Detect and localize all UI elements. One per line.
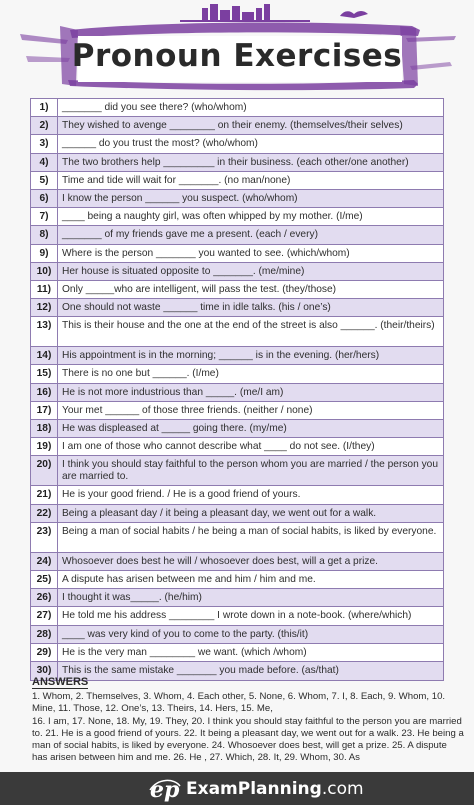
exercise-row — [31, 486, 443, 504]
exercise-question: His appointment is in the morning; ______ is in the evening. (her/hers) — [62, 350, 380, 362]
exercise-question: He was displeased at _____ going there. (my/me) — [62, 423, 287, 434]
title-banner — [0, 0, 474, 94]
exercise-number: 1) — [31, 99, 58, 116]
exercise-number: 10) — [31, 263, 58, 280]
exercise-row — [31, 456, 443, 486]
exercise-number: 24) — [31, 553, 58, 570]
exercise-row — [31, 190, 443, 208]
exercise-row — [31, 523, 443, 553]
exercise-question: A dispute has arisen between me and him / him and me. — [62, 573, 316, 585]
exercise-number: 25) — [31, 571, 58, 588]
answers-line: to. 21. He is a good friend of yours. 22. It being a pleasant day, we went out for a walk. 23. He being a — [32, 727, 464, 739]
exercise-question: Time and tide will wait for _______. (no man/none) — [62, 174, 291, 186]
exercise-row — [31, 245, 443, 263]
answers-line: man of social habits, is liked by everyone. 24. Whosoever does best, will get a prize. 25. A dispute — [32, 740, 447, 752]
exercise-row — [31, 607, 443, 625]
exercise-question: I am one of those who cannot describe what ____ do not see. (I/they) — [62, 441, 375, 453]
exercise-number: 19) — [31, 438, 58, 455]
answers-line: has arisen between him and me. 26. He , 27. Which, 28. It, 29. Whom, 30. As — [32, 752, 360, 764]
answers-line: Mine, 11. Those, 12. One’s, 13. Theirs, 14. Hers, 15. Me, — [32, 703, 273, 715]
exercise-row — [31, 553, 443, 571]
exercise-number: 4) — [31, 154, 58, 171]
exercise-question: Her house is situated opposite to _______. (me/mine) — [62, 265, 305, 277]
exercise-table — [30, 98, 444, 681]
exercise-number: 22) — [31, 505, 58, 522]
exercise-question: Whosoever does best he will / whosoever does best, will a get a prize. — [62, 555, 378, 567]
exercise-question: ____ was very kind of you to come to the party. (this/it) — [62, 628, 309, 640]
brand-suffix: .com — [321, 779, 364, 799]
exercise-row — [31, 299, 443, 317]
answers-text — [32, 691, 464, 764]
exercise-row — [31, 402, 443, 420]
exercise-question: This is the same mistake _______ you made before. (as/that) — [62, 664, 339, 676]
exercise-question: Only _____who are intelligent, will pass the test. (they/those) — [62, 283, 337, 295]
exercise-number: 29) — [31, 644, 58, 661]
exercise-row — [31, 263, 443, 281]
exercise-row — [31, 154, 443, 172]
exercise-number: 21) — [31, 486, 58, 503]
exercise-number: 17) — [31, 402, 58, 419]
exercise-number: 18) — [31, 420, 58, 437]
exercise-number: 30) — [31, 662, 58, 680]
exercise-row — [31, 384, 443, 402]
exercise-number: 28) — [31, 626, 58, 643]
exercise-number: 13) — [31, 317, 58, 346]
answers-line: 1. Whom, 2. Themselves, 3. Whom, 4. Each other, 5. None, 6. Whom, 7. I, 8. Each, 9. Whom, 10. — [32, 691, 446, 703]
exercise-row — [31, 626, 443, 644]
exercise-question: Being a man of social habits / he being a man of social habits, is liked by everyone. — [62, 525, 437, 537]
exercise-row — [31, 317, 443, 347]
exercise-question: _______ did you see there? (who/whom) — [62, 102, 247, 113]
exercise-row — [31, 99, 443, 117]
exercise-row — [31, 571, 443, 589]
exercise-question: Where is the person _______ you wanted to see. (which/whom) — [62, 247, 350, 259]
exercise-question: There is no one but ______. (I/me) — [62, 368, 219, 380]
exercise-question: Your met ______ of those three friends. (neither / none) — [62, 404, 313, 416]
exercise-row — [31, 172, 443, 190]
exercise-question: _______ of my friends gave me a present. (each / every) — [62, 229, 318, 241]
exercise-question: I know the person ______ you suspect. (who/whom) — [62, 192, 298, 204]
exercise-row — [31, 226, 443, 244]
exercise-question: This is their house and the one at the end of the street is also ______. (their/theirs) — [62, 320, 435, 332]
exercise-number: 7) — [31, 208, 58, 225]
exercise-number: 2) — [31, 117, 58, 134]
answers-heading: ANSWERS — [32, 676, 89, 688]
exercise-row — [31, 135, 443, 153]
exercise-question: They wished to avenge ________ on their enemy. (themselves/their selves) — [62, 120, 403, 132]
exercise-question: He is the very man ________ we want. (which /whom) — [62, 646, 307, 658]
exercise-number: 8) — [31, 226, 58, 243]
exercise-row — [31, 208, 443, 226]
exercise-number: 26) — [31, 589, 58, 606]
exercise-number: 14) — [31, 347, 58, 364]
exercise-question: He is not more industrious than _____. (me/I am) — [62, 386, 284, 398]
exercise-number: 6) — [31, 190, 58, 207]
exercise-row — [31, 347, 443, 365]
exercise-question: He is your good friend. / He is a good friend of yours. — [62, 489, 301, 501]
exercise-question: ______ do you trust the most? (who/whom) — [62, 138, 258, 150]
exercise-row — [31, 365, 443, 383]
exercise-question: I thought it was_____. (he/him) — [62, 592, 202, 604]
exercise-row — [31, 117, 443, 135]
brand-name: ExamPlanning — [186, 779, 322, 799]
answers-section — [32, 676, 464, 764]
exercise-row — [31, 420, 443, 438]
page-title: Pronoun Exercises — [71, 38, 403, 74]
answers-line: 16. I am, 17. None, 18. My, 19. They, 20. I think you should stay faithful to the person you are married — [32, 715, 462, 727]
exercise-question: ____ being a naughty girl, was often whipped by my mother. (I/me) — [62, 211, 363, 223]
exercise-number: 11) — [31, 281, 58, 298]
exercise-number: 20) — [31, 456, 58, 485]
exercise-number: 23) — [31, 523, 58, 552]
exercise-number: 12) — [31, 299, 58, 316]
footer-bar — [0, 772, 474, 805]
examplanning-logo[interactable] — [148, 775, 364, 803]
exercise-row — [31, 589, 443, 607]
exercise-number: 15) — [31, 365, 58, 382]
exercise-row — [31, 644, 443, 662]
exercise-question: Being a pleasant day / it being a pleasant day, we went out for a walk. — [62, 507, 377, 519]
exercise-row — [31, 281, 443, 299]
ep-logo-icon — [148, 776, 182, 802]
exercise-number: 9) — [31, 245, 58, 262]
exercise-number: 5) — [31, 172, 58, 189]
exercise-number: 27) — [31, 607, 58, 624]
exercise-question: The two brothers help _________ in their business. (each other/one another) — [62, 156, 409, 168]
exercise-row — [31, 505, 443, 523]
exercise-question: He told me his address ________ I wrote down in a note-book. (where/which) — [62, 610, 412, 622]
exercise-row — [31, 438, 443, 456]
exercise-number: 16) — [31, 384, 58, 401]
exercise-question: One should not waste ______ time in idle talks. (his / one’s) — [62, 302, 331, 314]
exercise-question: I think you should stay faithful to the person whom you are married / the person you are married to. — [62, 459, 439, 483]
svg-text:ep: ep — [150, 777, 180, 802]
exercise-number: 3) — [31, 135, 58, 152]
